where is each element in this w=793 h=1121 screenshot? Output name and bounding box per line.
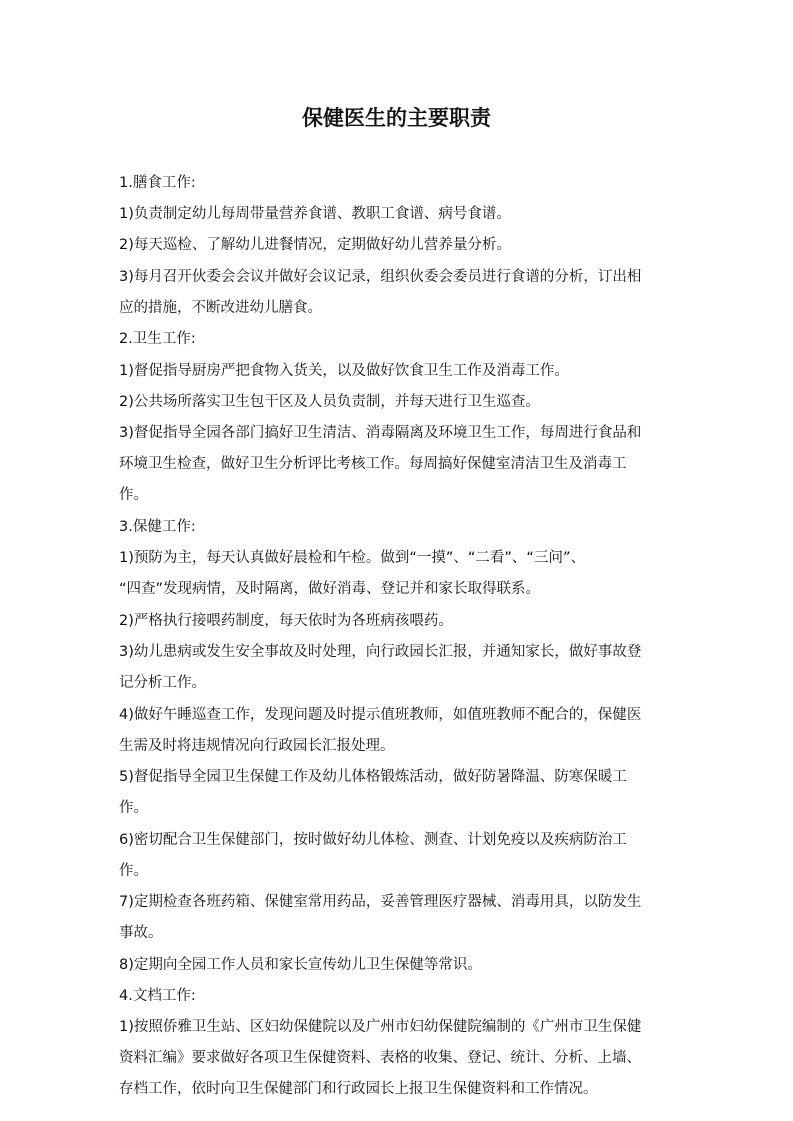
text-line: 1)负责制定幼儿每周带量营养食谱、教职工食谱、病号食谱。 bbox=[119, 206, 511, 222]
document-title: 保健医生的主要职责 bbox=[302, 106, 491, 130]
text-line: 作。 bbox=[119, 487, 148, 503]
text-line: 7)定期检查各班药箱、保健室常用药品，妥善管理医疗器械、消毒用具，以防发生 bbox=[119, 894, 642, 910]
section-heading-hygiene: 2.卫生工作: bbox=[119, 331, 196, 347]
text-line: 3)每月召开伙委会会议并做好会议记录，组织伙委会委员进行食谱的分析，订出相 bbox=[119, 269, 642, 285]
text-line: 8)定期向全园工作人员和家长宣传幼儿卫生保健等常识。 bbox=[119, 957, 482, 973]
text-line: 6)密切配合卫生保健部门，按时做好幼儿体检、测查、计划免疫以及疾病防治工 bbox=[119, 832, 627, 848]
text-line: 存档工作，依时向卫生保健部门和行政园长上报卫生保健资料和工作情况。 bbox=[119, 1081, 598, 1097]
text-line: 记分析工作。 bbox=[119, 675, 206, 691]
text-line: 1)按照侨雅卫生站、区妇幼保健院以及广州市妇幼保健院编制的《广州市卫生保健 bbox=[119, 1019, 642, 1035]
text-line: 事故。 bbox=[119, 925, 163, 941]
text-line: 2)每天巡检、了解幼儿进餐情况，定期做好幼儿营养量分析。 bbox=[119, 237, 511, 253]
text-line: 2)公共场所落实卫生包干区及人员负责制，并每天进行卫生巡查。 bbox=[119, 394, 540, 410]
text-line: 应的措施，不断改进幼儿膳食。 bbox=[119, 300, 322, 316]
section-heading-healthcare: 3.保健工作: bbox=[119, 519, 196, 535]
text-line: 作。 bbox=[119, 800, 148, 816]
text-line: 环境卫生检查，做好卫生分析评比考核工作。每周搞好保健室清洁卫生及消毒工 bbox=[119, 456, 627, 472]
section-heading-records: 4.文档工作: bbox=[119, 988, 196, 1004]
text-line: 5)督促指导全园卫生保健工作及幼儿体格锻炼活动，做好防暑降温、防寒保暖工 bbox=[119, 769, 627, 785]
section-heading-diet: 1.膳食工作: bbox=[119, 175, 196, 191]
text-line: 生需及时将违规情况向行政园长汇报处理。 bbox=[119, 738, 395, 754]
text-line: 1)督促指导厨房严把食物入货关，以及做好饮食卫生工作及消毒工作。 bbox=[119, 363, 569, 379]
text-line: 2)严格执行接喂药制度，每天依时为各班病孩喂药。 bbox=[119, 613, 453, 629]
text-line: 作。 bbox=[119, 863, 148, 879]
text-line: 3)督促指导全园各部门搞好卫生清洁、消毒隔离及环境卫生工作，每周进行食品和 bbox=[119, 425, 642, 441]
text-line: 资料汇编》要求做好各项卫生保健资料、表格的收集、登记、统计、分析、上墙、 bbox=[119, 1050, 641, 1066]
text-line: 3)幼儿患病或发生安全事故及时处理，向行政园长汇报，并通知家长，做好事故登 bbox=[119, 644, 642, 660]
text-line: 4)做好午睡巡查工作，发现问题及时提示值班教师，如值班教师不配合的，保健医 bbox=[119, 707, 642, 723]
text-line: “四查”发现病情，及时隔离，做好消毒、登记并和家长取得联系。 bbox=[119, 581, 541, 597]
text-line: 1)预防为主，每天认真做好晨检和午检。做到“一摸”、“二看”、“三问”、 bbox=[119, 550, 585, 566]
